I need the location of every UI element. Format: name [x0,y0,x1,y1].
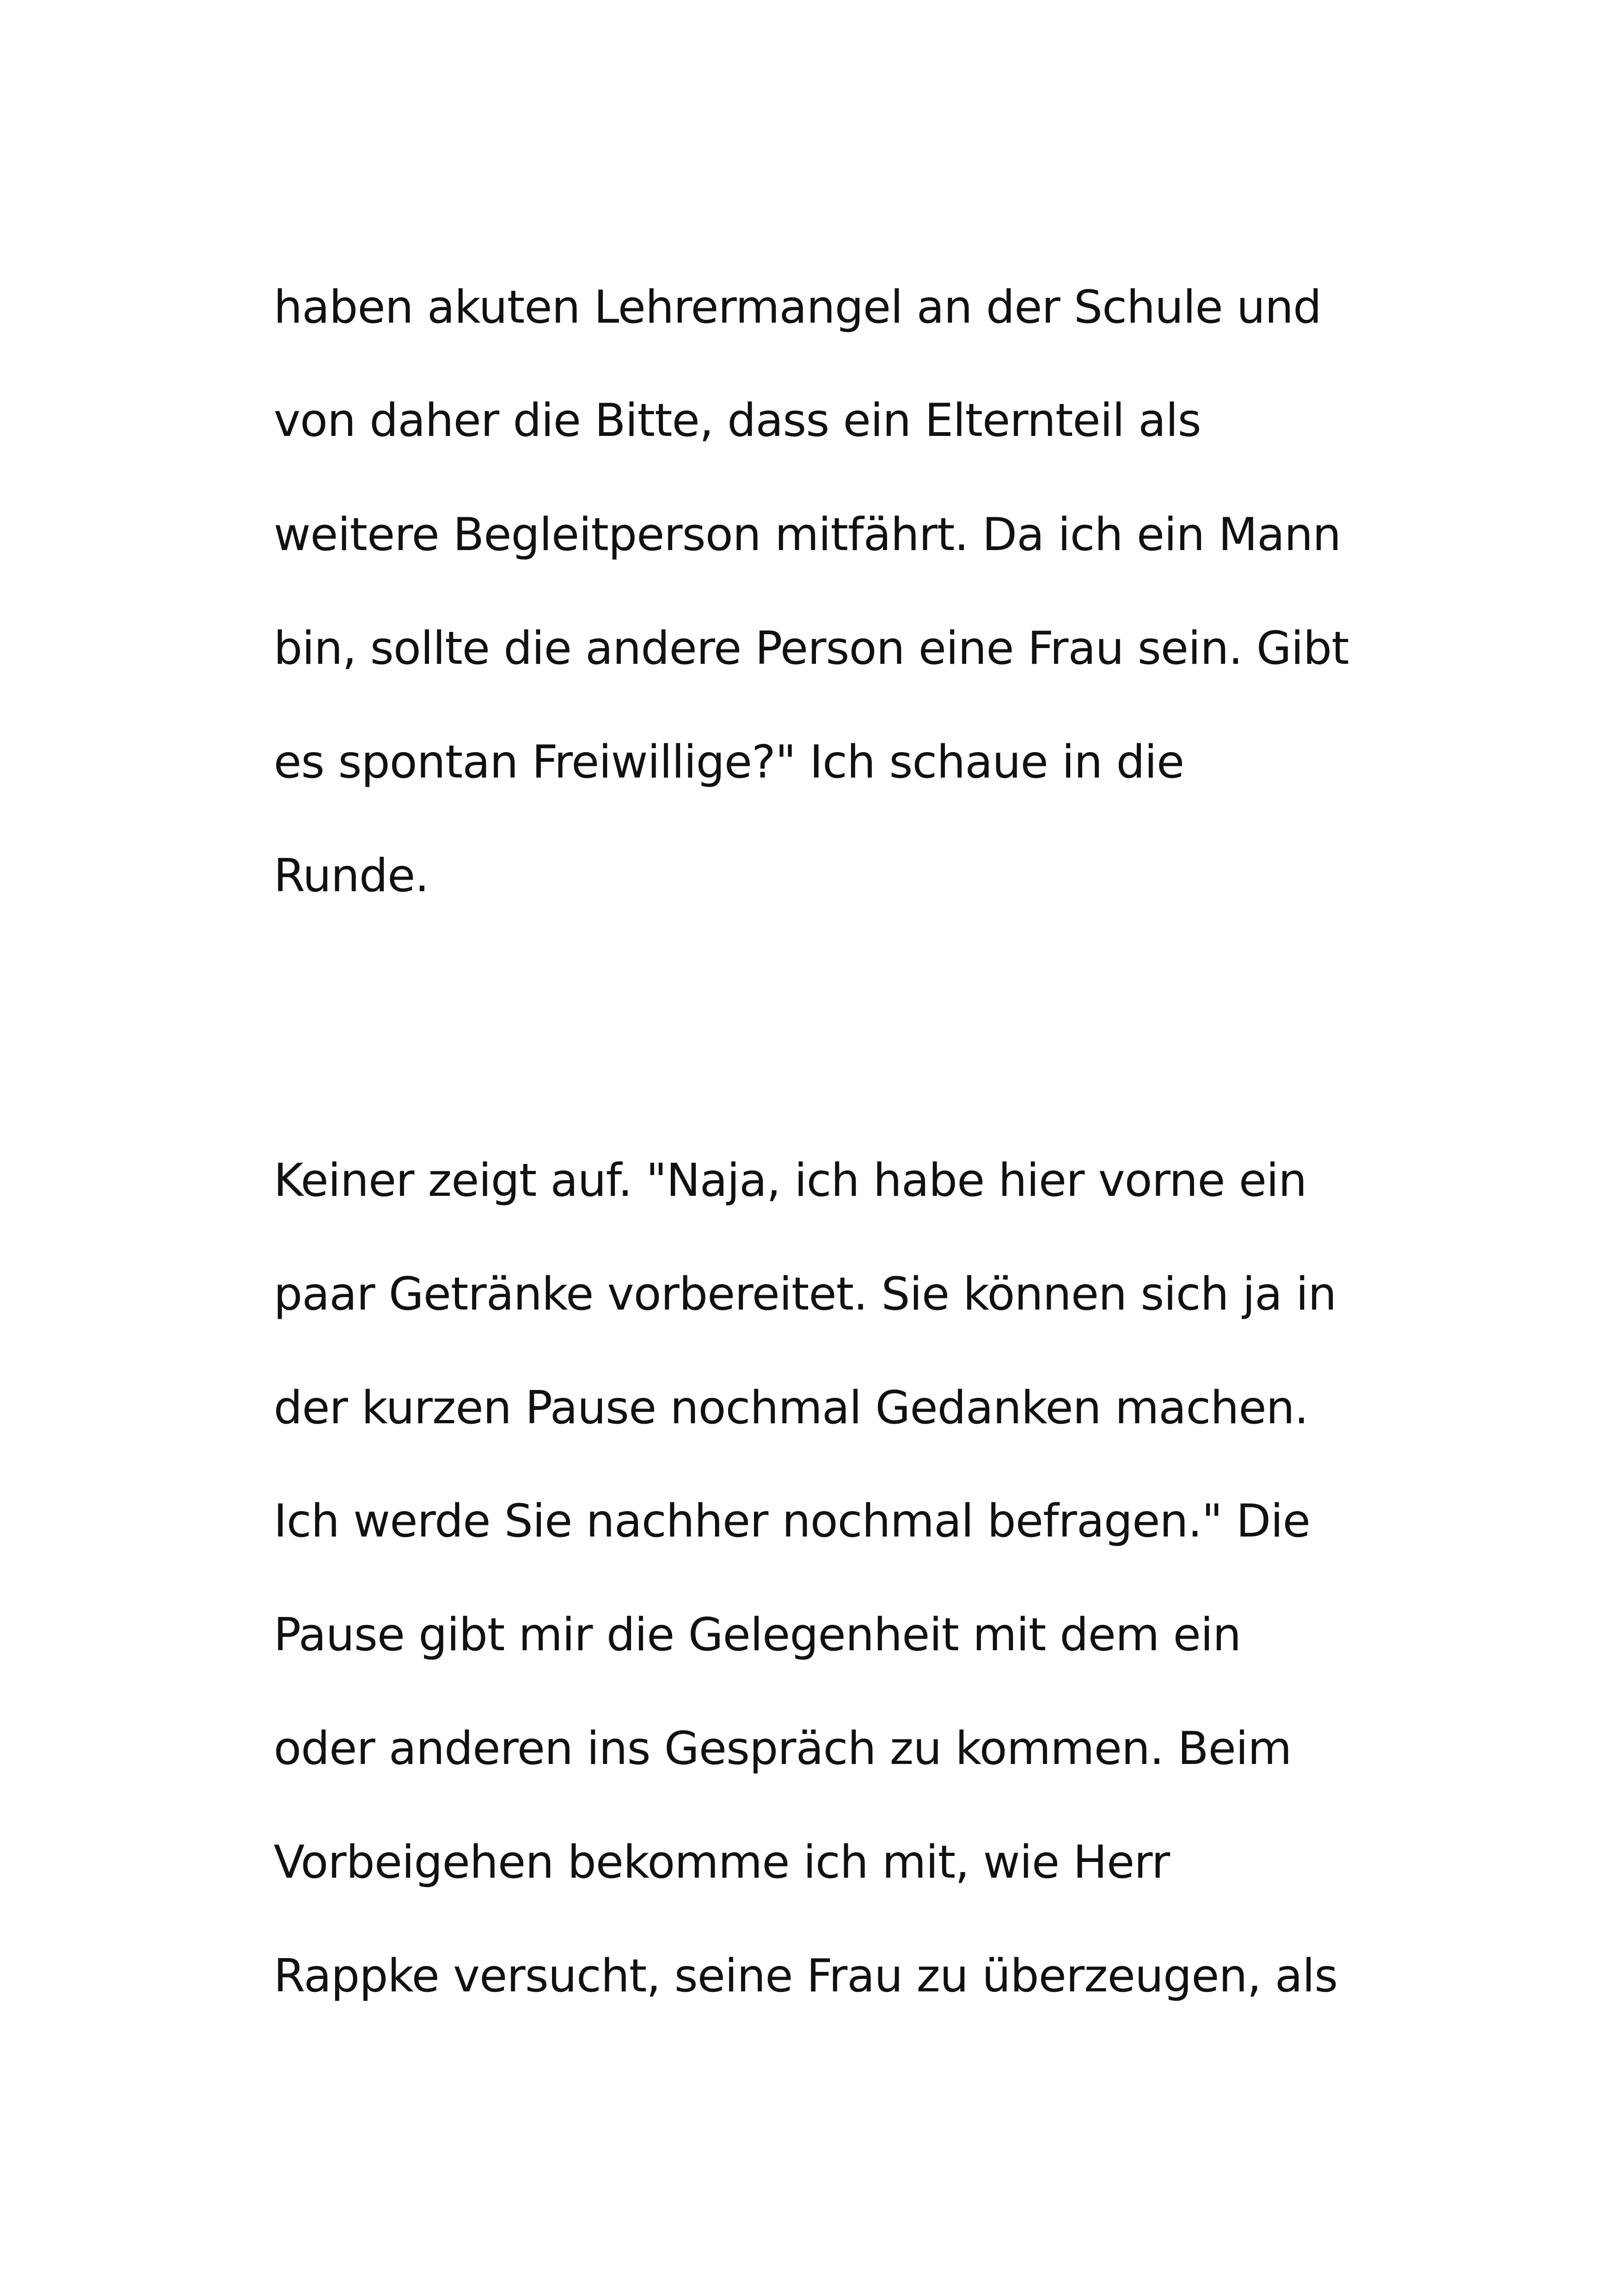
text-line: Ich werde Sie nachher nochmal befragen." Die [274,1495,1310,1548]
text-line: oder anderen ins Gespräch zu kommen. Beim [274,1722,1292,1775]
text-line: Keiner zeigt auf. "Naja, ich habe hier vorne ein [274,1154,1307,1207]
text-line: Rappke versucht, seine Frau zu überzeugen, als [274,1950,1338,2002]
text-line: paar Getränke vorbereitet. Sie können sich ja in [274,1268,1336,1321]
text-line: von daher die Bitte, dass ein Elternteil als [274,394,1201,447]
text-line: Runde. [274,850,429,902]
text-line: bin, sollte die andere Person eine Frau sein. Gibt [274,622,1349,675]
text-line: der kurzen Pause nochmal Gedanken machen. [274,1382,1308,1434]
text-line: Pause gibt mir die Gelegenheit mit dem ein [274,1609,1241,1661]
text-line: es spontan Freiwillige?" Ich schaue in die [274,736,1184,789]
text-line: Vorbeigehen bekomme ich mit, wie Herr [274,1836,1170,1889]
text-line: haben akuten Lehrermangel an der Schule und [274,281,1322,334]
text-line: weitere Begleitperson mitfährt. Da ich ein Mann [274,508,1341,561]
